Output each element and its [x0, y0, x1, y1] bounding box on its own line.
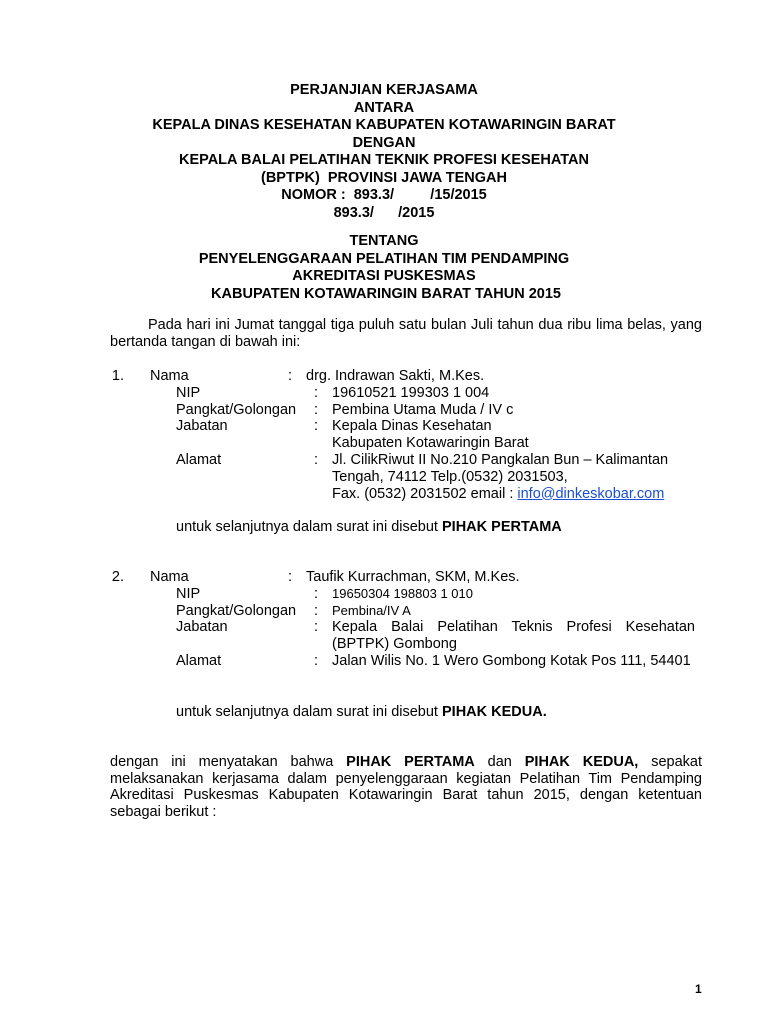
title-line: 893.3/ /2015	[333, 204, 435, 221]
topic-line: KABUPATEN KOTAWARINGIN BARAT TAHUN 2015	[207, 285, 561, 302]
field-value: Taufik Kurrachman, SKM, M.Kes.	[306, 569, 520, 585]
closing-text: dan	[474, 754, 525, 770]
party-two-nama-row	[110, 569, 710, 586]
party-two-note	[176, 704, 547, 721]
party-two-nip-row	[110, 586, 710, 603]
field-label: Nama	[150, 569, 189, 585]
topic-line: PENYELENGGARAAN PELATIHAN TIM PENDAMPING	[198, 250, 570, 267]
document-title	[0, 82, 768, 222]
field-label: Jabatan	[176, 418, 228, 435]
party-two-details	[110, 569, 710, 670]
field-colon: :	[314, 384, 319, 401]
topic-line: AKREDITASI PUSKESMAS	[292, 268, 476, 284]
title-line: (BPTPK) PROVINSI JAWA TENGAH	[261, 169, 507, 186]
field-label: Nama	[150, 368, 189, 384]
field-colon: :	[314, 451, 319, 468]
party-number: 1.	[111, 368, 124, 384]
field-colon: :	[288, 368, 293, 384]
alamat-line	[332, 486, 695, 503]
party-one-alamat-row	[110, 452, 710, 502]
field-label: Jabatan	[176, 619, 228, 636]
note-text: untuk selanjutnya dalam surat ini disebut	[176, 519, 442, 535]
closing-text: dengan ini menyatakan bahwa	[110, 754, 347, 770]
pihak-pertama-label: PIHAK PERTAMA	[442, 519, 562, 535]
party-one-details	[110, 368, 710, 502]
closing-text: sepakat melaksanakan kerjasama dalam penyelenggaraan kegiatan Pelatihan Tim Pendamping Akreditasi Puskesmas Kabupaten Kotawaringin Barat tahun 2015, dengan ketentuan sebagai berikut :	[110, 754, 703, 820]
title-line: NOMOR : 893.3/ /15/2015	[281, 187, 487, 203]
closing-paragraph	[110, 754, 702, 820]
title-line: KEPALA DINAS KESEHATAN KABUPATEN KOTAWARINGIN BARAT	[152, 117, 616, 133]
field-label: Pangkat/Golongan	[176, 602, 297, 619]
field-label: Pangkat/Golongan	[176, 401, 297, 418]
field-value: 19610521 199303 1 004	[332, 384, 490, 401]
pihak-pertama-label: PIHAK PERTAMA	[346, 754, 475, 770]
alamat-line: Jl. CilikRiwut II No.210 Pangkalan Bun – Kalimantan Tengah, 74112 Telp.(0532) 2031503,	[332, 451, 669, 485]
title-line: DENGAN	[352, 134, 416, 151]
party-two-pangkat-row	[110, 603, 710, 620]
field-value: 19650304 198803 1 010	[332, 585, 473, 601]
party-one-nama-row	[110, 368, 710, 385]
field-colon: :	[314, 585, 319, 602]
page-number: 1	[695, 982, 702, 996]
field-colon: :	[288, 569, 293, 585]
field-label: NIP	[176, 384, 201, 401]
field-value: Pembina/IV A	[332, 602, 411, 618]
field-colon: :	[314, 652, 319, 669]
field-value	[332, 418, 695, 452]
field-label: Alamat	[176, 652, 222, 669]
field-value: Jalan Wilis No. 1 Wero Gombong Kotak Pos 111, 54401	[332, 652, 691, 669]
document-topic	[0, 233, 768, 303]
party-two-jabatan-row	[110, 619, 710, 653]
pihak-kedua-label: PIHAK KEDUA,	[524, 754, 639, 770]
party-one-nip-row	[110, 385, 710, 402]
field-value: Kepala Balai Pelatihan Teknis Profesi Kesehatan (BPTPK) Gombong	[332, 619, 695, 653]
email-link[interactable]: info@dinkeskobar.com	[517, 485, 665, 502]
title-line: KEPALA BALAI PELATIHAN TEKNIK PROFESI KESEHATAN	[178, 152, 590, 168]
field-value: Pembina Utama Muda / IV c	[332, 401, 514, 418]
field-colon: :	[314, 418, 319, 435]
party-one-pangkat-row	[110, 402, 710, 419]
title-line: ANTARA	[353, 99, 415, 116]
field-value	[332, 452, 695, 502]
party-one-note	[176, 519, 562, 536]
intro-paragraph: Pada hari ini Jumat tanggal tiga puluh satu bulan Juli tahun dua ribu lima belas, yang bertanda tangan di bawah ini:	[110, 317, 702, 350]
topic-line: TENTANG	[349, 233, 419, 249]
field-colon: :	[314, 619, 319, 636]
jabatan-line: Kepala Dinas Kesehatan	[332, 418, 492, 435]
party-two-alamat-row	[110, 653, 710, 670]
party-one-jabatan-row	[110, 418, 710, 452]
field-label: Alamat	[176, 451, 222, 468]
field-value: drg. Indrawan Sakti, M.Kes.	[306, 368, 485, 384]
note-text: untuk selanjutnya dalam surat ini disebut	[176, 704, 442, 720]
field-colon: :	[314, 602, 319, 619]
field-label: NIP	[176, 585, 201, 602]
pihak-kedua-label: PIHAK KEDUA.	[442, 704, 547, 720]
title-line: PERJANJIAN KERJASAMA	[290, 82, 478, 98]
party-number: 2.	[111, 569, 124, 585]
fax-text: Fax. (0532) 2031502 email :	[332, 485, 518, 502]
jabatan-line: Kabupaten Kotawaringin Barat	[332, 435, 529, 452]
field-colon: :	[314, 401, 319, 418]
